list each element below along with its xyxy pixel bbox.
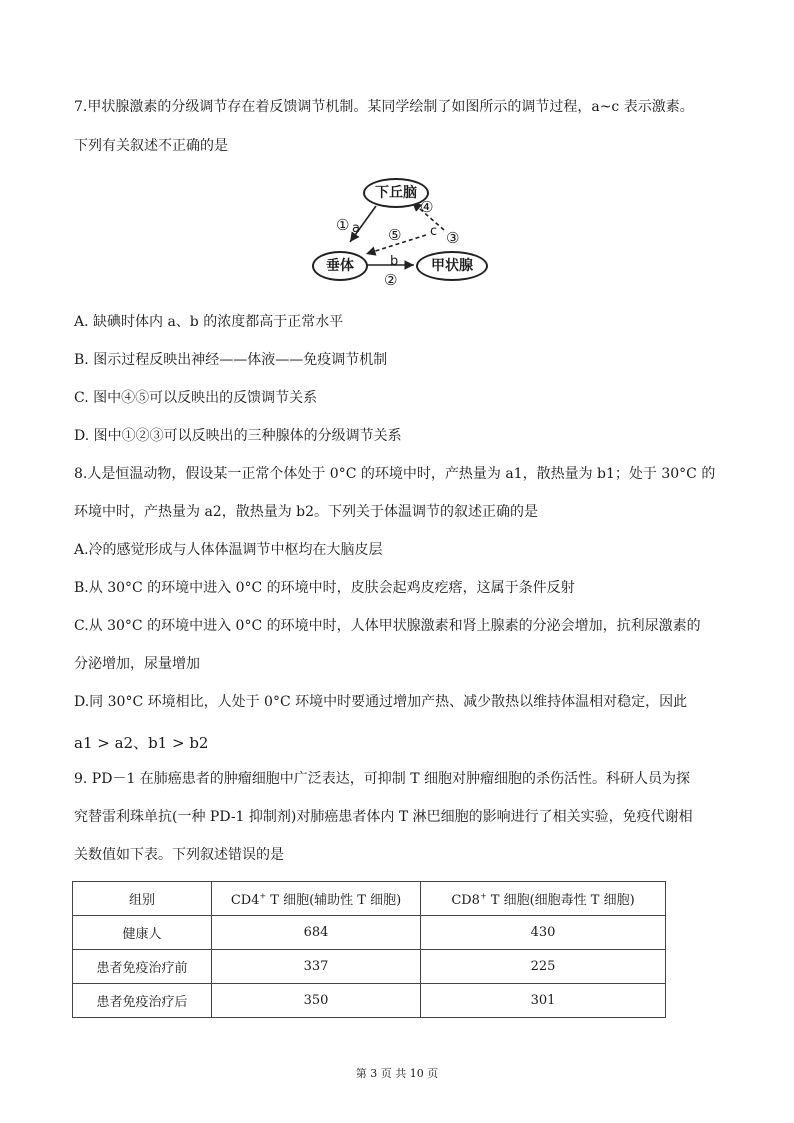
label-a: a xyxy=(352,221,360,236)
q7-option-a: A. 缺碘时体内 a、b 的浓度都高于正常水平 xyxy=(74,314,344,330)
t-cell-data-table xyxy=(72,881,666,1018)
q9-stem-line1: 9. PD－1 在肺癌患者的肿瘤细胞中广泛表达，可抑制 T 细胞对肿瘤细胞的杀伤活性。科研人员为探 xyxy=(74,771,691,787)
header-cd4-desc: T 细胞(辅助性 T 细胞) xyxy=(266,893,402,908)
q8-stem-line1: 8.人是恒温动物，假设某一正常个体处于 0°C 的环境中时，产热量为 a1，散热量为 b1；处于 30°C 的 xyxy=(74,466,716,482)
cell-group: 患者免疫治疗前 xyxy=(73,950,212,984)
cell-cd8: 301 xyxy=(421,984,666,1018)
header-cd8-desc: T 细胞(细胞毒性 T 细胞) xyxy=(486,893,635,908)
mark-2: ② xyxy=(384,271,398,289)
q8-option-d-line2: a1 > a2、b1 > b2 xyxy=(74,734,209,752)
cell-cd8: 225 xyxy=(421,950,666,984)
cell-group: 患者免疫治疗后 xyxy=(73,984,212,1018)
q7-option-c: C. 图中④⑤可以反映出的反馈调节关系 xyxy=(74,390,318,406)
q8-option-c-line1: C.从 30°C 的环境中进入 0°C 的环境中时，人体甲状腺激素和肾上腺素的分泌会增加，抗利尿激素的 xyxy=(74,618,701,634)
label-c: c xyxy=(430,224,438,239)
table-row xyxy=(73,984,666,1018)
q7-option-d: D. 图中①②③可以反映出的三种腺体的分级调节关系 xyxy=(74,428,402,444)
header-cd8-name: CD8 xyxy=(451,893,480,908)
hormone-regulation-diagram xyxy=(308,170,518,292)
header-cd8 xyxy=(421,882,666,916)
q7-stem-line2: 下列有关叙述不正确的是 xyxy=(74,138,228,154)
q8-option-c-line2: 分泌增加，尿量增加 xyxy=(74,656,200,672)
mark-4: ④ xyxy=(420,198,434,216)
page-footer: 第 3 页 共 10 页 xyxy=(355,1067,439,1080)
table-row xyxy=(73,950,666,984)
node-pituitary: 垂体 xyxy=(312,251,368,281)
header-cd4-sup: + xyxy=(259,891,267,901)
cell-cd8: 430 xyxy=(421,916,666,950)
node-thyroid: 甲状腺 xyxy=(416,251,488,281)
header-cd4 xyxy=(212,882,421,916)
q9-stem-line2: 究替雷利珠单抗(一种 PD-1 抑制剂)对肺癌患者体内 T 淋巴细胞的影响进行了相关实验，免疫代谢相 xyxy=(74,809,693,825)
cell-cd4: 684 xyxy=(212,916,421,950)
q9-stem-line3: 关数值如下表。下列叙述错误的是 xyxy=(74,847,284,863)
cell-cd4: 350 xyxy=(212,984,421,1018)
cell-cd4: 337 xyxy=(212,950,421,984)
q8-option-d-line1: D.同 30°C 环境相比，人处于 0°C 环境中时要通过增加产热、减少散热以维持体温相对稳定，因此 xyxy=(74,694,688,710)
mark-5: ⑤ xyxy=(388,226,402,244)
q8-option-b: B.从 30°C 的环境中进入 0°C 的环境中时，皮肤会起鸡皮疙瘩，这属于条件反射 xyxy=(74,580,575,596)
node-hypothalamus: 下丘脑 xyxy=(363,178,429,208)
mark-3: ③ xyxy=(446,229,460,247)
label-b: b xyxy=(390,254,399,269)
q7-option-b: B. 图示过程反映出神经——体液——免疫调节机制 xyxy=(74,352,388,368)
q8-stem-line2: 环境中时，产热量为 a2，散热量为 b2。下列关于体温调节的叙述正确的是 xyxy=(74,504,539,520)
q7-stem-line1: 7.甲状腺激素的分级调节存在着反馈调节机制。某同学绘制了如图所示的调节过程，a~c 表示激素。 xyxy=(74,99,694,115)
table-row xyxy=(73,916,666,950)
cell-group: 健康人 xyxy=(73,916,212,950)
header-cd8-sup: + xyxy=(479,891,487,901)
table-header-row xyxy=(73,882,666,916)
mark-1: ① xyxy=(336,216,350,234)
header-group: 组别 xyxy=(73,882,212,916)
q8-option-a: A.冷的感觉形成与人体体温调节中枢均在大脑皮层 xyxy=(74,542,383,558)
header-cd4-name: CD4 xyxy=(230,893,260,908)
